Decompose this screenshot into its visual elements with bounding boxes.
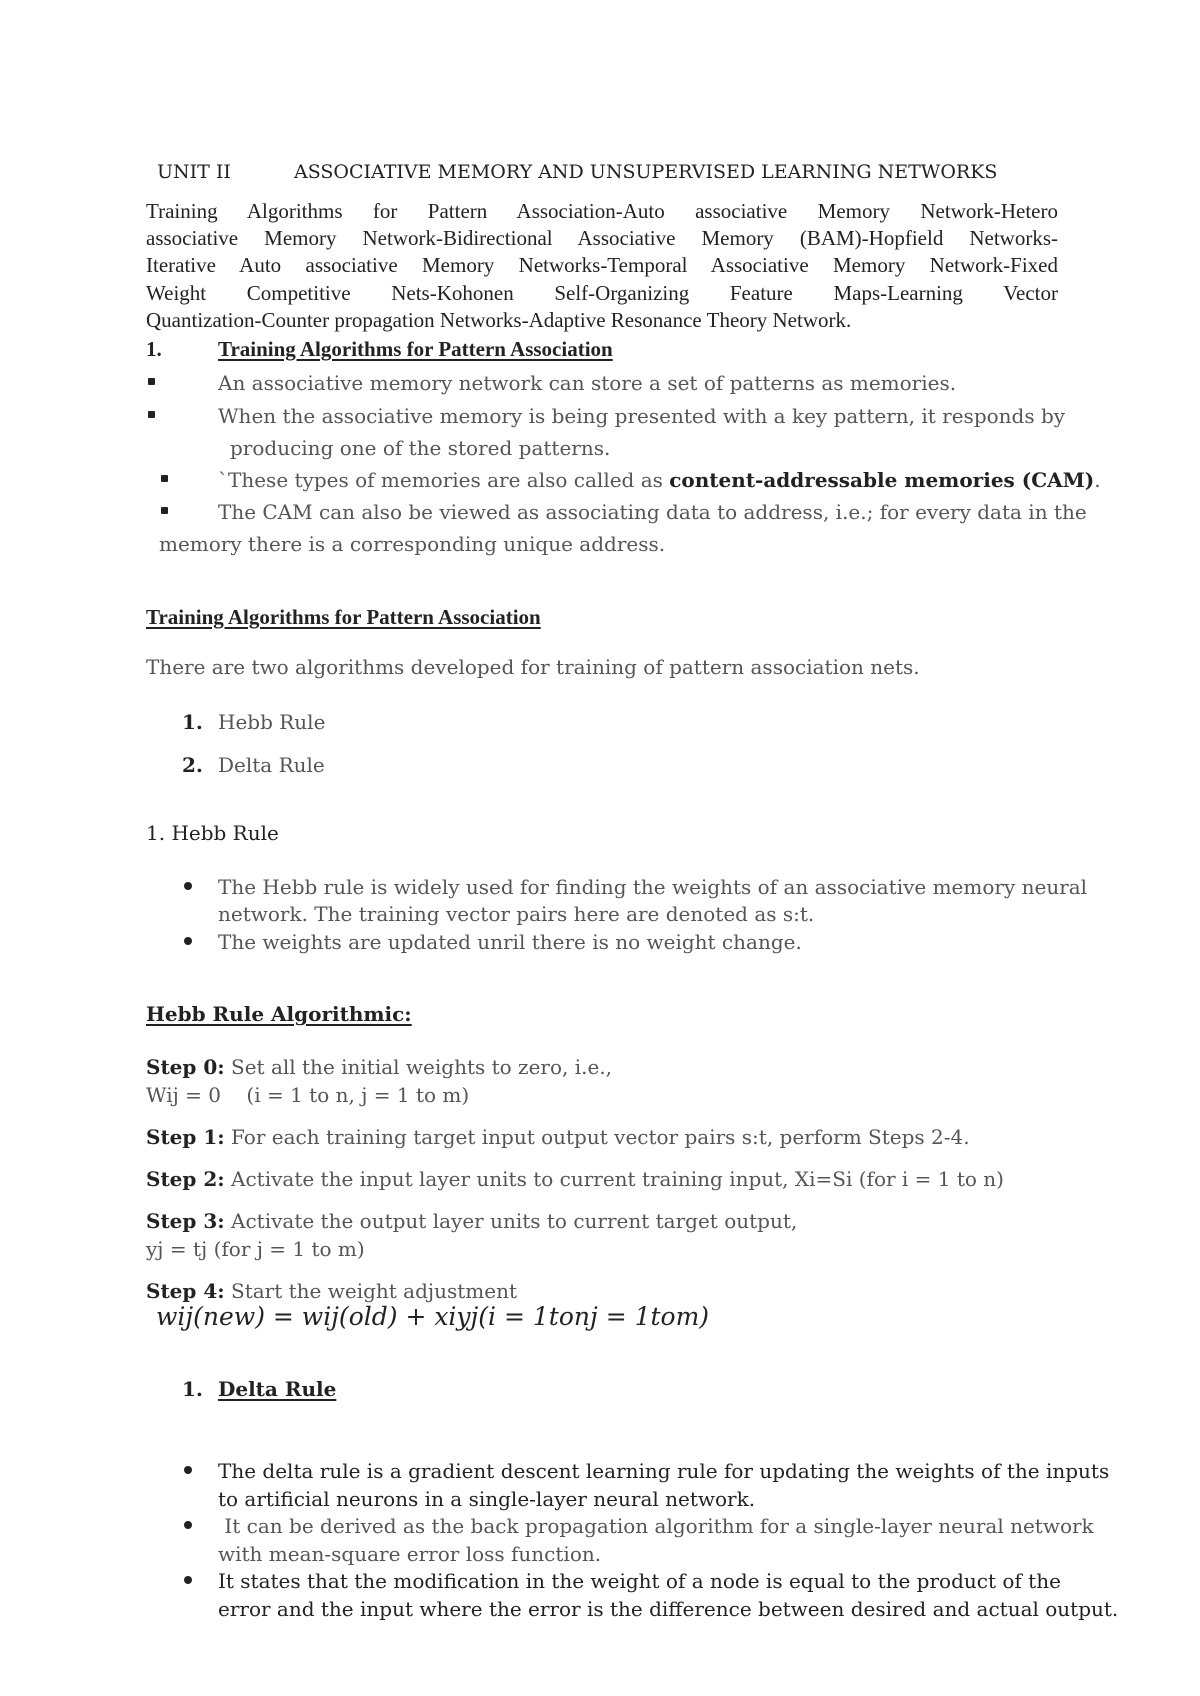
step-3-formula: yj = tj (for j = 1 to m)	[146, 1237, 365, 1261]
round-bullet-icon	[184, 1466, 192, 1474]
step-2	[146, 1166, 1004, 1192]
bullet-text: When the associative memory is being presented with a key pattern, it responds by	[218, 404, 1066, 428]
section-number: 1.	[146, 337, 162, 361]
bullet-text: error and the input where the error is the difference between desired and actual output.	[218, 1597, 1119, 1621]
cam-term: content-addressable memories (CAM)	[669, 468, 1095, 492]
bullet-text: memory there is a corresponding unique address.	[159, 532, 666, 556]
bullet-text: The delta rule is a gradient descent learning rule for updating the weights of the inputs	[218, 1459, 1110, 1483]
weight-update-formula: wij(new) = wij(old) + xiyj(i = 1tonj = 1tom)	[156, 1302, 710, 1331]
round-bullet-icon	[184, 882, 192, 890]
bullet-text: An associative memory network can store a set of patterns as memories.	[218, 371, 957, 395]
step-3	[146, 1208, 797, 1234]
round-bullet-icon	[184, 1576, 192, 1584]
unit-label: UNIT II	[157, 161, 231, 183]
bullet-text-part: `These types of memories are also called as	[218, 468, 670, 492]
list-number: 1.	[182, 710, 203, 734]
step-text: Set all the initial weights to zero, i.e.,	[224, 1055, 613, 1079]
step-label: Step 0:	[146, 1055, 225, 1079]
step-label: Step 4:	[146, 1279, 225, 1303]
step-label: Step 2:	[146, 1167, 225, 1191]
bullet-text: with mean-square error loss function.	[218, 1542, 602, 1566]
section-heading: Training Algorithms for Pattern Association	[146, 605, 541, 629]
bullet-text: producing one of the stored patterns.	[230, 436, 611, 460]
round-bullet-icon	[184, 1521, 192, 1529]
syllabus-line: Iterative Auto associative Memory Networks-Temporal Associative Memory Network-Fixed	[146, 253, 1058, 277]
step-text: Start the weight adjustment	[224, 1279, 517, 1303]
step-text: Activate the input layer units to current training input, Xi=Si (for i = 1 to n)	[224, 1167, 1004, 1191]
step-1	[146, 1124, 970, 1150]
algorithm-heading: Hebb Rule Algorithmic:	[146, 1002, 412, 1026]
bullet-text: The CAM can also be viewed as associating data to address, i.e.; for every data in the	[218, 500, 1087, 524]
bullet-text: It can be derived as the back propagation algorithm for a single-layer neural network	[218, 1514, 1094, 1538]
square-bullet-icon	[148, 411, 155, 418]
bullet-text: to artificial neurons in a single-layer neural network.	[218, 1487, 756, 1511]
step-text: For each training target input output vector pairs s:t, perform Steps 2-4.	[224, 1125, 970, 1149]
list-number: 1.	[182, 1377, 203, 1401]
bullet-text	[218, 467, 1101, 493]
step-text: Activate the output layer units to current target output,	[224, 1209, 798, 1233]
intro-text: There are two algorithms developed for training of pattern association nets.	[146, 655, 920, 679]
square-bullet-icon	[148, 378, 155, 385]
bullet-text-part: .	[1094, 468, 1101, 492]
step-label: Step 3:	[146, 1209, 225, 1233]
list-item: Hebb Rule	[218, 710, 326, 734]
list-number: 2.	[182, 753, 203, 777]
step-4	[146, 1278, 517, 1304]
bullet-text: The Hebb rule is widely used for finding the weights of an associative memory neural	[218, 875, 1088, 899]
list-item: Delta Rule	[218, 753, 325, 777]
round-bullet-icon	[184, 937, 192, 945]
section-heading: Training Algorithms for Pattern Association	[218, 337, 613, 361]
syllabus-line: associative Memory Network-Bidirectional Associative Memory (BAM)-Hopfield Networks-	[146, 226, 1058, 250]
square-bullet-icon	[161, 507, 168, 514]
step-label: Step 1:	[146, 1125, 225, 1149]
syllabus-line: Weight Competitive Nets-Kohonen Self-Organizing Feature Maps-Learning Vector	[146, 281, 1058, 305]
bullet-text: network. The training vector pairs here are denoted as s:t.	[218, 902, 815, 926]
subsection-heading: 1. Hebb Rule	[146, 821, 279, 845]
subsection-heading: Delta Rule	[218, 1377, 337, 1401]
step-0-formula: Wij = 0 (i = 1 to n, j = 1 to m)	[146, 1083, 470, 1107]
unit-title: ASSOCIATIVE MEMORY AND UNSUPERVISED LEARNING NETWORKS	[294, 161, 998, 183]
syllabus-line: Quantization-Counter propagation Networks-Adaptive Resonance Theory Network.	[146, 308, 852, 332]
bullet-text: The weights are updated unril there is no weight change.	[218, 930, 802, 954]
syllabus-line: Training Algorithms for Pattern Association-Auto associative Memory Network-Hetero	[146, 199, 1058, 223]
square-bullet-icon	[161, 475, 168, 482]
bullet-text: It states that the modification in the weight of a node is equal to the product of the	[218, 1569, 1061, 1593]
step-0	[146, 1054, 612, 1080]
